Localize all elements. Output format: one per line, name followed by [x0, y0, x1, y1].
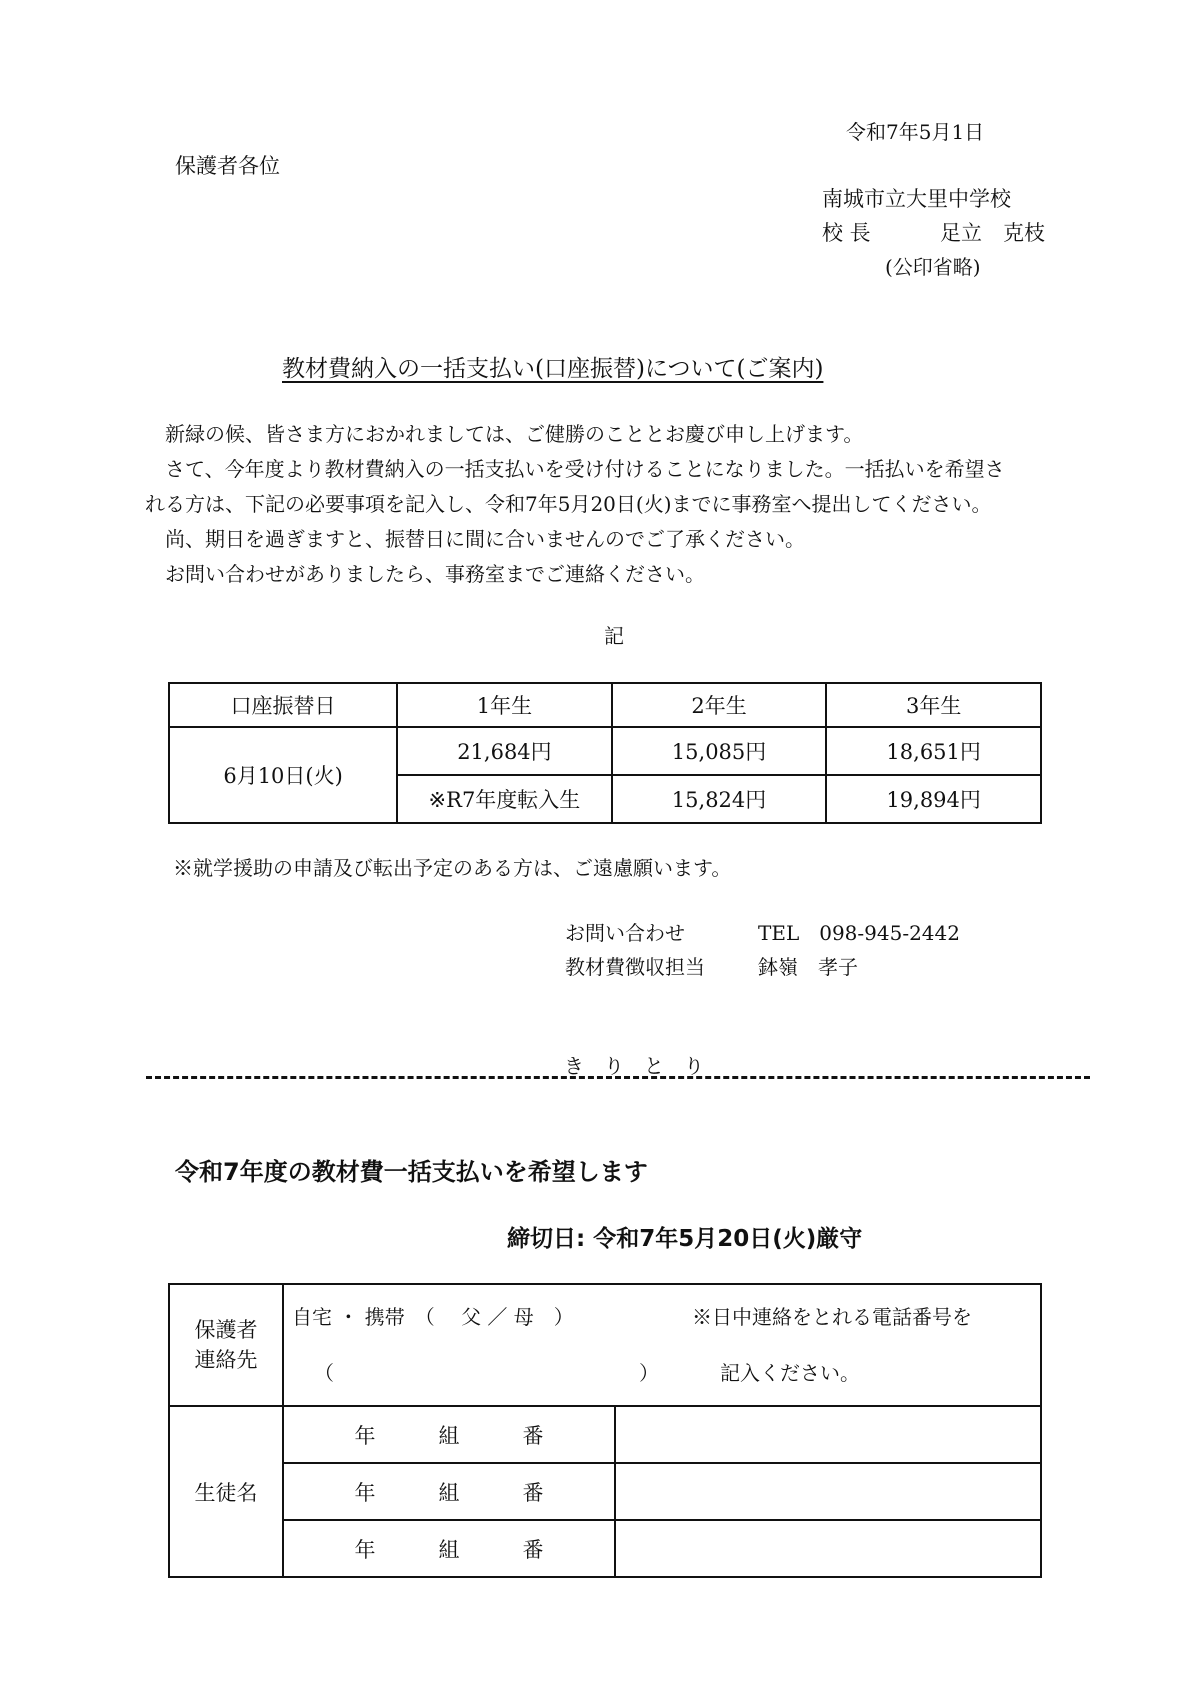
school-name: 南城市立大里中学校: [822, 187, 1011, 211]
fee-grade-1: 21,684円: [397, 727, 612, 775]
header-transfer-date: 口座振替日: [169, 683, 397, 727]
student-class-1: 年 組 番: [283, 1406, 615, 1463]
document-date: 令和7年5月1日: [846, 120, 985, 144]
student-label: 生徒名: [169, 1406, 283, 1577]
application-form: [168, 1283, 1042, 1578]
body-paragraph-2a: さて、今年度より教材費納入の一括支払いを受け付けることになりました。一括払いを希望さ: [165, 457, 1005, 481]
form-title: 令和7年度の教材費一括支払いを希望します: [175, 1158, 648, 1186]
body-paragraph-1: 新緑の候、皆さま方におかれましては、ご健勝のこととお慶び申し上げます。: [165, 422, 864, 446]
transfer-date-cell: 6月10日(火): [169, 727, 397, 823]
body-paragraph-3: 尚、期日を過ぎますと、振替日に間に合いませんのでご了承ください。: [165, 527, 805, 551]
header-grade-2: 2年生: [612, 683, 827, 727]
principal-name: 足立 克枝: [940, 221, 1045, 245]
transfer-student-label: ※R7年度転入生: [397, 775, 612, 823]
student-name-field-3[interactable]: [615, 1520, 1041, 1577]
ki-heading: 記: [604, 624, 624, 648]
body-paragraph-4: お問い合わせがありましたら、事務室までご連絡ください。: [165, 562, 705, 586]
cut-line: [146, 1076, 1090, 1079]
phone-type-line: 自宅 ・ 携帯 （ 父 ／ 母 ）: [292, 1305, 574, 1329]
recipient: 保護者各位: [175, 154, 280, 178]
header-grade-3: 3年生: [826, 683, 1041, 727]
phone-note-line-2: 記入ください。: [720, 1361, 860, 1385]
guardian-label-line-2: 連絡先: [194, 1348, 258, 1372]
student-name-field-1[interactable]: [615, 1406, 1041, 1463]
contact-label: お問い合わせ: [565, 921, 685, 945]
phone-note-line-1: ※日中連絡をとれる電話番号を: [692, 1305, 972, 1329]
seal-note: (公印省略): [885, 255, 981, 279]
fee-grade-3: 18,651円: [826, 727, 1041, 775]
transfer-fee-grade-2: 15,824円: [612, 775, 827, 823]
contact-tel: TEL 098-945-2442: [758, 921, 960, 945]
staff-label: 教材費徴収担当: [565, 955, 705, 979]
note: ※就学援助の申請及び転出予定のある方は、ご遠慮願います。: [173, 856, 732, 880]
body-paragraph-2b: れる方は、下記の必要事項を記入し、令和7年5月20日(火)までに事務室へ提出してください。: [145, 492, 992, 516]
phone-paren-open: （: [314, 1361, 334, 1385]
fee-grade-2: 15,085円: [612, 727, 827, 775]
cut-label: き り と り: [560, 1050, 708, 1079]
phone-paren-close: ）: [639, 1361, 659, 1385]
transfer-fee-grade-3: 19,894円: [826, 775, 1041, 823]
header-grade-1: 1年生: [397, 683, 612, 727]
student-name-field-2[interactable]: [615, 1463, 1041, 1520]
student-class-3: 年 組 番: [283, 1520, 615, 1577]
staff-name: 鉢嶺 孝子: [758, 955, 858, 979]
guardian-phone-field[interactable]: [283, 1284, 1041, 1406]
page-title: 教材費納入の一括支払い(口座振替)について(ご案内): [282, 356, 824, 382]
fee-table: [168, 682, 1042, 824]
student-class-2: 年 組 番: [283, 1463, 615, 1520]
principal-title: 校 長: [822, 221, 871, 245]
deadline: 締切日: 令和7年5月20日(火)厳守: [507, 1226, 863, 1252]
guardian-label-line-1: 保護者: [194, 1318, 258, 1342]
guardian-label-cell: [169, 1284, 283, 1406]
